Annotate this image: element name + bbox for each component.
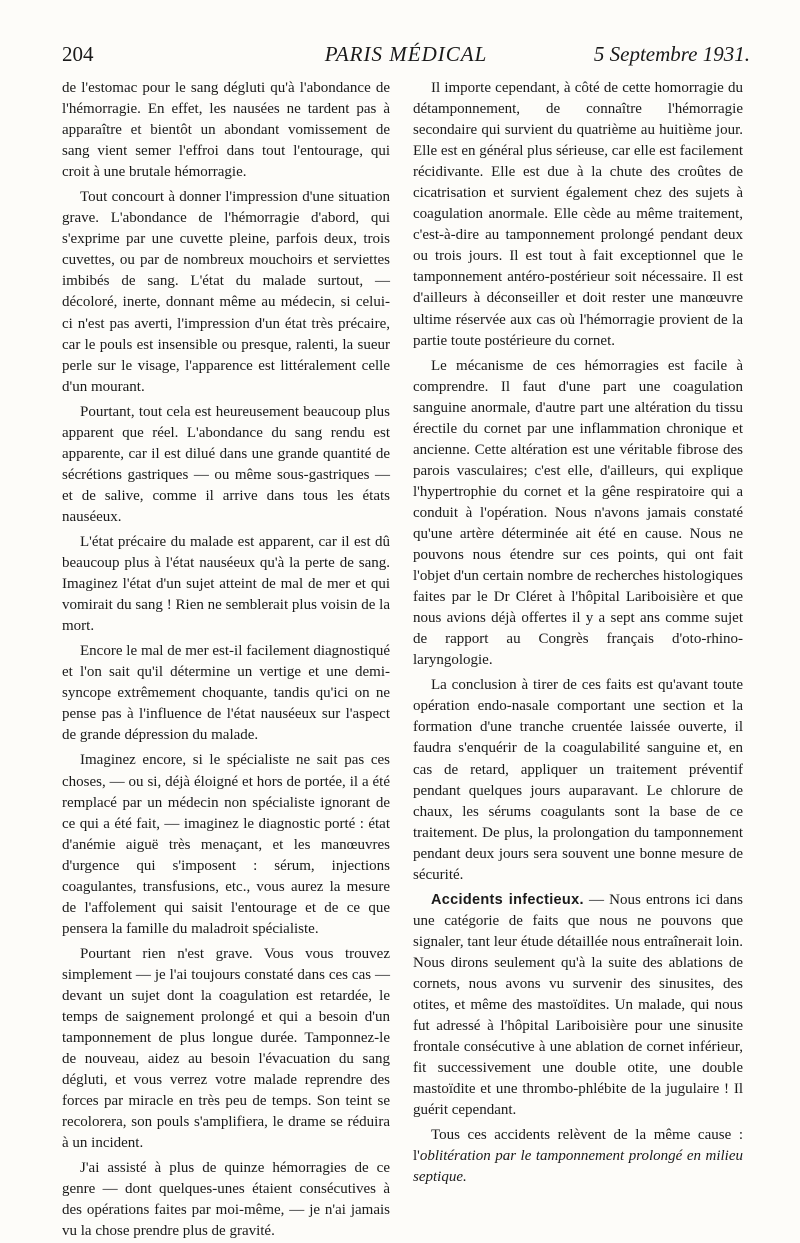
- paragraph: Encore le mal de mer est-il facilement diagnostiqué et l'on sait qu'il détermine un vertige et une demi-syncope extrêmement choquante, tandis qu'ici on ne pense pas à l'influence de l'état nauséeux sur l'aspect de grande dépression du malade.: [62, 643, 390, 744]
- paragraph: [413, 890, 743, 1122]
- section-heading: Accidents infectieux.: [431, 891, 584, 908]
- paragraph: La conclusion à tirer de ces faits est qu'avant toute opération endo-nasale comportant une section et la formation d'une tranche cruentée laissée ouverte, il faudra s'enquérir de la coagulabilité sanguine et, en cas de retard, appliquer un traitement préventif pendant quelques jours auparavant. Le chlorure de chaux, les sérums coagulants sont la base de ce traitement. De plus, la prolongation du tamponnement pendant deux jours sera souvent une bonne mesure de sécurité.: [413, 677, 743, 883]
- italic-conclusion: oblitération par le tamponnement prolongé en milieu septique.: [413, 1148, 743, 1186]
- paragraph: Il importe cependant, à côté de cette homorragie du détamponnement, de connaître l'hémorragie secondaire qui survient du quatrième au huitième jour. Elle est en général plus sérieuse, car elle est facilement récidivante. Elle est due à la chute des croûtes de cicatrisation et survient également chez des sujets à coagulation anormale. Elle cède au même traitement, c'est-à-dire au tamponnement prolongé pendant deux ou trois jours. Il est tout à fait exceptionnel que le tamponnement antéro-postérieur soit nécessaire. Il est d'ailleurs à déconseiller et doit rester une manœuvre ultime réservée aux cas où l'hémorragie provient de la partie toute postérieure du cornet.: [413, 80, 743, 349]
- page-header: [62, 42, 750, 72]
- paragraph: Pourtant, tout cela est heureusement beaucoup plus apparent que réel. L'abondance du sang rendu est apparente, car il est dilué dans une grande quantité de sécrétions gastriques — ou même sous-gastriques — et de salive, comme il arrive dans tous les états nauséeux.: [62, 403, 390, 525]
- paragraph: Imaginez encore, si le spécialiste ne sait pas ces choses, — ou si, déjà éloigné et hors de portée, il a été remplacé par un médecin non spécialiste ignorant de ce qui a été fait, — imaginez le diagnostic porté : état d'anémie aiguë très menaçant, et les manœuvres d'urgence qui s'imposent : sérum, injections coagulantes, transfusions, etc., vous aurez la mesure de l'affolement qui saisit l'entourage et de ce que pensera la famille du maladroit spécialiste.: [62, 752, 390, 937]
- issue-date: 5 Septembre 1931.: [593, 42, 750, 66]
- paragraph: [413, 1125, 743, 1188]
- section-text: — Nous entrons ici dans une catégorie de faits que nous ne pouvons que signaler, tant leur étude détaillée nous entraînerait loin. Nous dirons seulement qu'à la suite des ablations de cornets, nous avons vu survenir des sinusites, des otites, et même des mastoïdites. Un malade, qui nous fut adressé à l'hôpital Lariboisière pour une sinusite frontale consécutive à une ablation de cornet inférieur, fit successivement une double otite, une double mastoïdite et une thrombo-phlébite de la jugulaire ! Il guérit cependant.: [413, 891, 743, 1119]
- paragraph: Tout concourt à donner l'impression d'une situation grave. L'abondance de l'hémorragie d'abord, qui s'exprime par une cuvette pleine, parfois deux, trois cuvettes, ou par de nombreux mouchoirs et serviettes imbibés de sang. L'état du malade surtout, — décoloré, inerte, donnant même au médecin, si celui-ci n'est pas averti, l'impression d'un état très précaire, car le pouls est insensible ou presque, ralenti, la sueur perle sur le visage, l'apparence est littéralement celle d'un mourant.: [62, 189, 390, 395]
- left-column: [62, 78, 390, 1243]
- right-column: [413, 78, 743, 1188]
- paragraph: de l'estomac pour le sang dégluti qu'à l'abondance de l'hémorragie. En effet, les nausées ne tardent pas à apparaître et bientôt un abondant vomissement de sang vient semer l'effroi dans tout l'entourage, qui croit à une brutale hémorragie.: [62, 80, 390, 181]
- paragraph: Le mécanisme de ces hémorragies est facile à comprendre. Il faut d'une part une coagulation sanguine anormale, d'autre part une altération du tissu érectile du cornet par une inflammation chronique et ancienne. Cette altération est une véritable fibrose des parois vasculaires; c'est elle, d'ailleurs, qui explique l'hypertrophie du cornet et la gêne respiratoire qui a conduit à l'opération. Nous n'avons jamais constaté qu'une artère déterminée ait été en cause. Nous ne pouvons nous étendre sur ces points, qui ont fait l'objet d'un certain nombre de recherches histologiques faites par le Dr Cléret à l'hôpital Lariboisière et que nous avions déjà offertes il y a sept ans comme sujet de rapport au Congrès français d'oto-rhino-laryngologie.: [413, 357, 743, 669]
- journal-title: PARIS MÉDICAL: [324, 42, 488, 66]
- page-number: 204: [62, 42, 94, 66]
- paragraph: Pourtant rien n'est grave. Vous vous trouvez simplement — je l'ai toujours constaté dans ces cas — devant un sujet dont la coagulation est retardée, le temps de saignement prolongé et qui a besoin d'un tamponnement de plus longue durée. Tamponnez-le de nouveau, aidez au besoin l'évacuation du sang dégluti, et vous verrez votre malade reprendre des forces par miracle en très peu de temps. Son teint se recolorera, son pouls s'amplifiera, le drame se réduira à un incident.: [62, 945, 390, 1152]
- paragraph-text: Tous ces accidents relèvent de la même cause : l': [413, 1127, 743, 1165]
- paragraph: L'état précaire du malade est apparent, car il est dû beaucoup plus à l'état nauséeux qu'à la perte de sang. Imaginez l'état d'un sujet atteint de mal de mer et qui vomirait du sang ! Rien ne semblerait plus voisin de la mort.: [62, 533, 390, 635]
- paragraph: J'ai assisté à plus de quinze hémorragies de ce genre — dont quelques-unes étaient consécutives à des opérations faites par moi-même, — je n'ai jamais vu la chose prendre plus de gravité.: [62, 1160, 390, 1240]
